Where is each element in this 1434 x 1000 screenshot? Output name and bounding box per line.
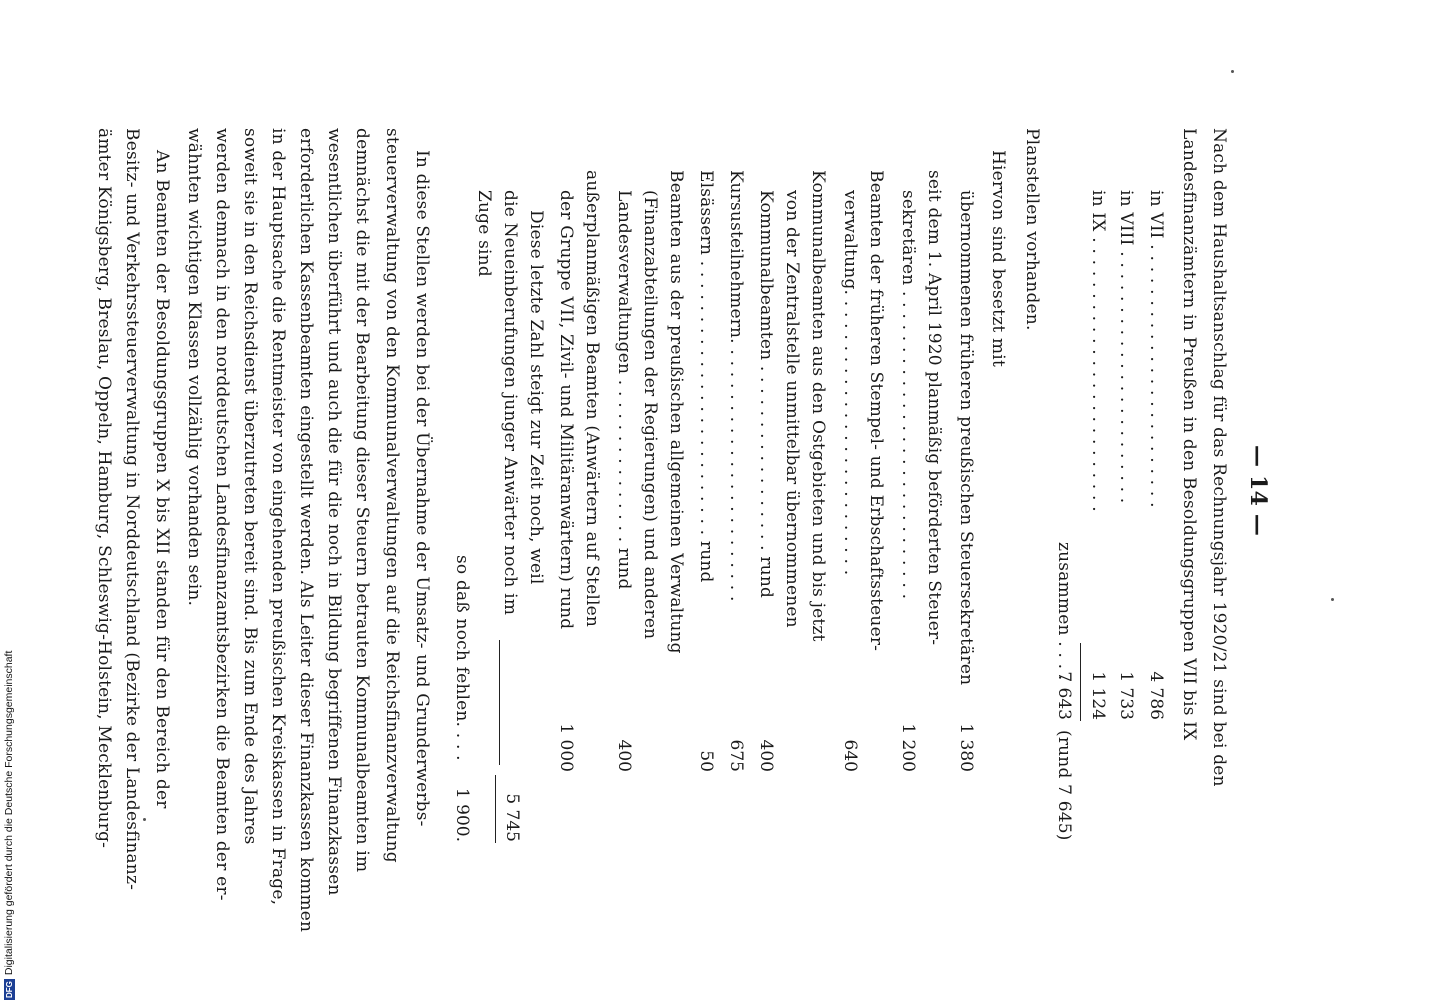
scan-speck xyxy=(1231,70,1234,73)
number-value: 1 200 xyxy=(898,723,918,772)
number-value: 640 xyxy=(840,739,860,772)
text-line: demnächst die mit der Bearbeitung dieser Steuern betrauten Kommunalbeamten im xyxy=(352,128,372,873)
text-line: Beamten der früheren Stempel- und Erbschaftssteuer- xyxy=(866,170,886,652)
number-value: 1 000 xyxy=(556,723,576,772)
number-value: 400 xyxy=(756,739,776,772)
text-line: in VIII . . . . . . . . . . . . . . . . . . . . . . . xyxy=(1116,190,1136,504)
text-line: steuerverwaltung von den Kommunalverwaltungen auf die Reichsfinanzverwaltung xyxy=(382,128,402,863)
text-line: Landesverwaltungen . . . . . . . . . . . . . . . rund xyxy=(614,190,634,590)
text-line: übernommenen früheren preußischen Steuersekretären xyxy=(956,190,976,686)
number-value: 400 xyxy=(614,739,634,772)
text-line: der Gruppe VII, Zivil- und Militäranwärtern) rund xyxy=(556,190,576,630)
text-line: Planstellen vorhanden. xyxy=(1022,128,1042,331)
digitization-credit xyxy=(2,600,16,1000)
text-line: verwaltung. . . . . . . . . . . . . . . . . . . . . . . . . . xyxy=(840,190,860,576)
scan-speck xyxy=(143,818,146,821)
number-value: 1 380 xyxy=(956,723,976,772)
number-value: 675 xyxy=(726,739,746,772)
text-line: wesentlichen überführt und auch die für die noch in Bildung begriffenen Finanzkassen xyxy=(324,128,344,896)
text-line: (Finanzabteilungen der Regierungen) und anderen xyxy=(640,190,660,640)
text-line: in der Hauptsache die Rentmeister von eingehenden preußischen Kreiskassen in Frage, xyxy=(268,128,288,906)
text-line: die Neueinberufungen junger Anwärter noch im xyxy=(500,190,520,616)
scan-speck xyxy=(1331,598,1334,601)
sum-rule xyxy=(1080,643,1081,721)
text-line: ämter Königsberg, Breslau, Oppeln, Hamburg, Schleswig-Holstein, Mecklenburg- xyxy=(94,128,114,849)
text-line: zusammen . . . . xyxy=(1054,542,1074,681)
text-line: Hiervon sind besetzt mit xyxy=(988,150,1008,367)
number-value: 7 643 xyxy=(1054,671,1074,720)
sum-rule xyxy=(495,775,496,843)
text-line: Landesfinanzämtern in Preußen in den Besoldungsgruppen VII bis IX xyxy=(1179,128,1199,741)
text-line: In diese Stellen werden bei der Übernahme der Umsatz- und Grunderwerbs- xyxy=(412,150,432,827)
dfg-logo: DFG xyxy=(4,981,14,998)
text-line: außerplanmäßigen Beamten (Anwärtern auf Stellen xyxy=(582,170,602,628)
text-line: Nach dem Haushaltsanschlag für das Rechnungsjahr 1920/21 sind bei den xyxy=(1209,128,1229,787)
text-line: von der Zentralstelle unmittelbar übernommenen xyxy=(782,190,802,628)
number-value: 4 786 xyxy=(1146,671,1166,720)
text-line: Zuge sind xyxy=(474,190,494,277)
text-line: An Beamten der Besoldungsgruppen X bis XII standen für den Bereich der xyxy=(152,150,172,809)
text-line: Diese letzte Zahl steigt zur Zeit noch, weil xyxy=(526,210,546,585)
text-line: in IX . . . . . . . . . . . . . . . . . . . . . . . . . xyxy=(1088,190,1108,512)
text-line: werden demnach in den norddeutschen Landesfinanzamtsbezirken die Beamten der er- xyxy=(212,128,232,901)
text-line: wähnten wichtigen Klassen vollzählig vorhanden sein. xyxy=(184,128,204,607)
number-value: 1 124 xyxy=(1088,671,1108,720)
number-value: 5 745 xyxy=(502,793,522,842)
text-line: seit dem 1. April 1920 planmäßig beförderten Steuer- xyxy=(924,170,944,646)
text-line: soweit sie in den Reichsdienst überzutreten bereit sind. Bis zum Ende des Jahres xyxy=(240,128,260,845)
text-line: sekretären . . . . . . . . . . . . . . . . . . . . . . . . . . . . xyxy=(898,190,918,600)
number-value: 1 733 xyxy=(1116,671,1136,720)
text-line: so daß noch fehlen. . . . xyxy=(452,555,472,761)
text-line: in VII . . . . . . . . . . . . . . . . . . . . . . . . xyxy=(1146,190,1166,508)
text-line: Beamten aus der preußischen allgemeinen Verwaltung xyxy=(666,170,686,654)
text-line: (rund 7 645) xyxy=(1054,730,1074,841)
number-value: 50 xyxy=(696,750,716,772)
text-line: Elsässern . . . . . . . . . . . . . . . . . . . . . . . . . rund xyxy=(696,170,716,583)
number-value: 1 900. xyxy=(452,787,472,842)
text-line: Kursusteilnehmern. . . . . . . . . . . . . . . . . . . . . . . . xyxy=(726,170,746,602)
sum-rule xyxy=(499,640,500,765)
text-line: Besitz- und Verkehrssteuerverwaltung in Norddeutschland (Bezirke der Landesfinanz- xyxy=(122,128,142,891)
text-line: Kommunalbeamten aus den Ostgebieten und bis jetzt xyxy=(808,170,828,642)
digitization-credit-text: Digitalisierung gefördert durch die Deutsche Forschungsgemeinschaft xyxy=(3,650,15,976)
page-number: — 14 — xyxy=(1245,445,1271,537)
text-line: Kommunalbeamten . . . . . . . . . . . . . . . . . rund xyxy=(756,190,776,599)
text-line: erforderlichen Kassenbeamten eingestellt werden. Als Leiter dieser Finanzkassen kommen xyxy=(296,128,316,933)
